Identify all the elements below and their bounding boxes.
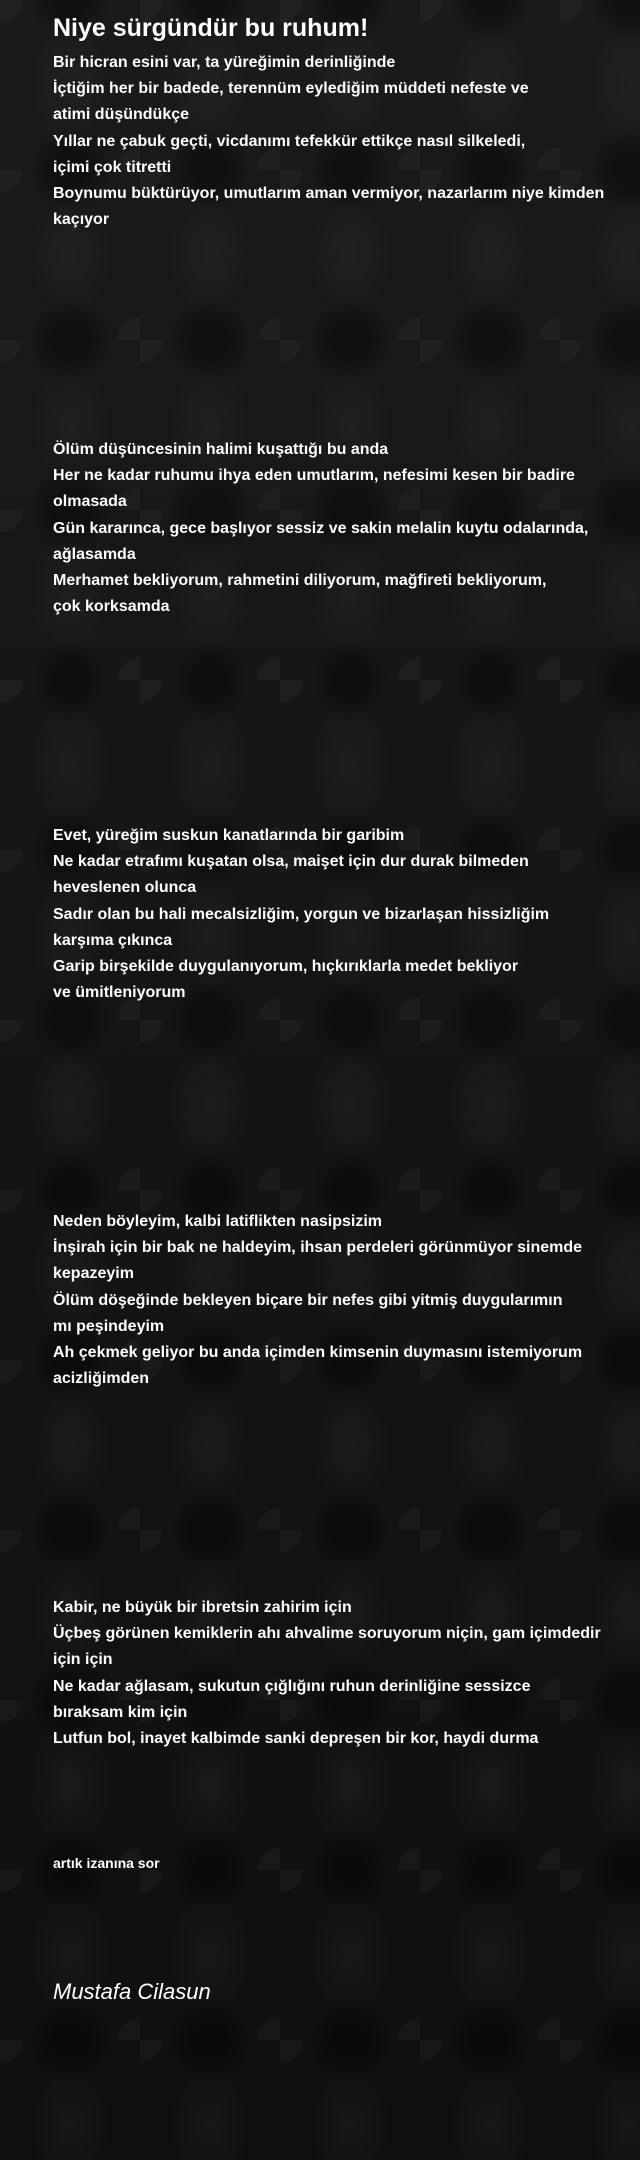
- poem-line: Ölüm düşüncesinin halimi kuşattığı bu anda: [53, 441, 389, 458]
- poem-line: Ne kadar ağlasam, sukutun çığlığını ruhun derinliğine sessizce: [53, 1677, 531, 1695]
- poem-line: mı peşindeyim: [53, 1317, 165, 1335]
- poem-line: Gün kararınca, gece başlıyor sessiz ve sakin melalin kuytu odalarında,: [53, 519, 589, 537]
- poem-line: Sadır olan bu hali mecalsizliğim, yorgun ve bizarlaşan hissizliğim: [53, 905, 550, 923]
- poem-line: Yıllar ne çabuk geçti, vicdanımı tefekkür ettikçe nasıl silkeledi,: [53, 132, 526, 150]
- poem-line: Lutfun bol, inayet kalbimde sanki depreşen bir kor, haydi durma: [53, 1730, 539, 1748]
- poem-line: acizliğimden: [53, 1370, 150, 1388]
- poem-line: Garip birşekilde duygulanıyorum, hıçkırıklarla medet bekliyor: [53, 958, 519, 976]
- poem-line: atimi düşündükçe: [53, 106, 190, 124]
- poem-line: Kabir, ne büyük bir ibretsin zahirim için: [53, 1599, 352, 1616]
- poem-line: artık izanına sor: [53, 1855, 160, 1871]
- poem-line: çok korksamda: [53, 598, 170, 616]
- stanza-2: [53, 437, 613, 620]
- poem-line: Evet, yüreğim suskun kanatlarında bir garibim: [53, 827, 405, 844]
- poem-line: Bir hicran esini var, ta yüreğimin derinliğinde: [53, 54, 396, 71]
- poem-line: Ah çekmek geliyor bu anda içimden kimsenin duymasını istemiyorum: [53, 1344, 583, 1362]
- poem-title: Niye sürgündür bu ruhum!: [53, 14, 369, 42]
- poem-line: bıraksam kim için: [53, 1703, 188, 1721]
- poem-line: olmasada: [53, 493, 127, 511]
- poem-line: Merhamet bekliyorum, rahmetini diliyorum, mağfireti bekliyorum,: [53, 572, 547, 590]
- stanza-6: [53, 1850, 613, 1876]
- poem-line: Üçbeş görünen kemiklerin ahı ahvalime soruyorum niçin, gam içimdedir: [53, 1625, 601, 1643]
- poem-line: kepazeyim: [53, 1265, 134, 1283]
- poem-line: içimi çok titretti: [53, 158, 172, 176]
- poem-line: ağlasamda: [53, 545, 136, 563]
- poem-line: İnşirah için bir bak ne haldeyim, ihsan perdeleri görünmüyor sinemde: [53, 1239, 583, 1257]
- poem-line: karşıma çıkınca: [53, 931, 173, 949]
- poem-line: İçtiğim her bir badede, terennüm eylediğim müddeti nefeste ve: [53, 80, 529, 98]
- stanza-3: [53, 823, 613, 1006]
- stanza-4: [53, 1209, 613, 1392]
- poem-line: Boynumu büktürüyor, umutlarım aman vermiyor, nazarlarım niye kimden: [53, 185, 605, 203]
- stanza-1: [53, 50, 613, 233]
- poem-line: Her ne kadar ruhumu ihya eden umutlarım, nefesimi kesen bir badire: [53, 467, 575, 485]
- poem-line: Ne kadar etrafımı kuşatan olsa, maişet için dur durak bilmeden: [53, 853, 529, 871]
- poem-author: Mustafa Cilasun: [53, 1979, 211, 2004]
- stanza-5: [53, 1595, 613, 1752]
- poem-line: kaçıyor: [53, 211, 110, 229]
- poem-line: heveslenen olunca: [53, 879, 197, 897]
- poem-line: Neden böyleyim, kalbi latiflikten nasipsizim: [53, 1213, 382, 1230]
- poem-line: Ölüm döşeğinde bekleyen biçare bir nefes gibi yitmiş duygularımın: [53, 1291, 563, 1309]
- poem-line: ve ümitleniyorum: [53, 984, 186, 1002]
- poem-line: için için: [53, 1651, 113, 1669]
